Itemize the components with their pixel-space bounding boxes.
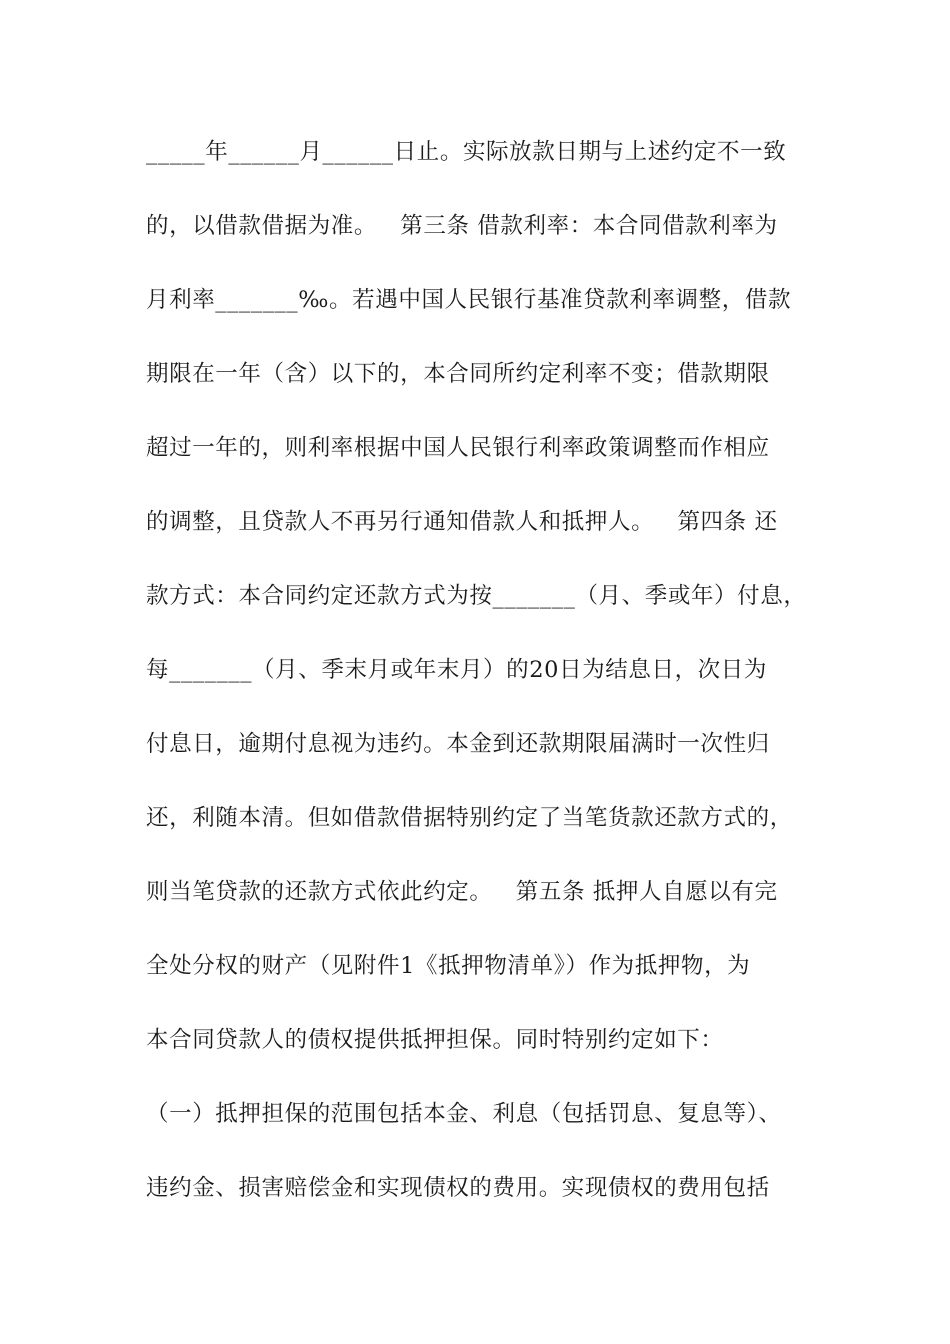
text-line: 付息日，逾期付息视为违约。本金到还款期限届满时一次性归 — [146, 731, 770, 757]
text-line: 则当笔贷款的还款方式依此约定。 第五条 抵押人自愿以有完 — [146, 879, 778, 905]
text-line: 款方式：本合同约定还款方式为按_______（月、季或年）付息， — [146, 583, 807, 609]
contract-text-body — [146, 130, 816, 1240]
text-line: 违约金、损害赔偿金和实现债权的费用。实现债权的费用包括 — [146, 1175, 770, 1201]
text-line: 超过一年的，则利率根据中国人民银行利率政策调整而作相应 — [146, 435, 770, 461]
text-line: _____年______月______日止。实际放款日期与上述约定不一致 — [146, 139, 787, 165]
text-line: 的调整，且贷款人不再另行通知借款人和抵押人。 第四条 还 — [146, 509, 778, 535]
text-line: （一）抵押担保的范围包括本金、利息（包括罚息、复息等）、 — [146, 1101, 782, 1127]
text-line: 期限在一年（含）以下的，本合同所约定利率不变；借款期限 — [146, 361, 770, 387]
text-line: 全处分权的财产（见附件1《抵押物清单》）作为抵押物，为 — [146, 953, 751, 979]
text-line: 本合同贷款人的债权提供抵押担保。同时特别约定如下： — [146, 1027, 724, 1053]
text-line: 的，以借款借据为准。 第三条 借款利率：本合同借款利率为 — [146, 213, 778, 239]
text-line: 还，利随本清。但如借款借据特别约定了当笔货款还款方式的， — [146, 805, 793, 831]
text-line: 月利率_______‰。若遇中国人民银行基准贷款利率调整，借款 — [146, 287, 792, 313]
text-line: 每_______（月、季末月或年末月）的20日为结息日，次日为 — [146, 657, 767, 683]
